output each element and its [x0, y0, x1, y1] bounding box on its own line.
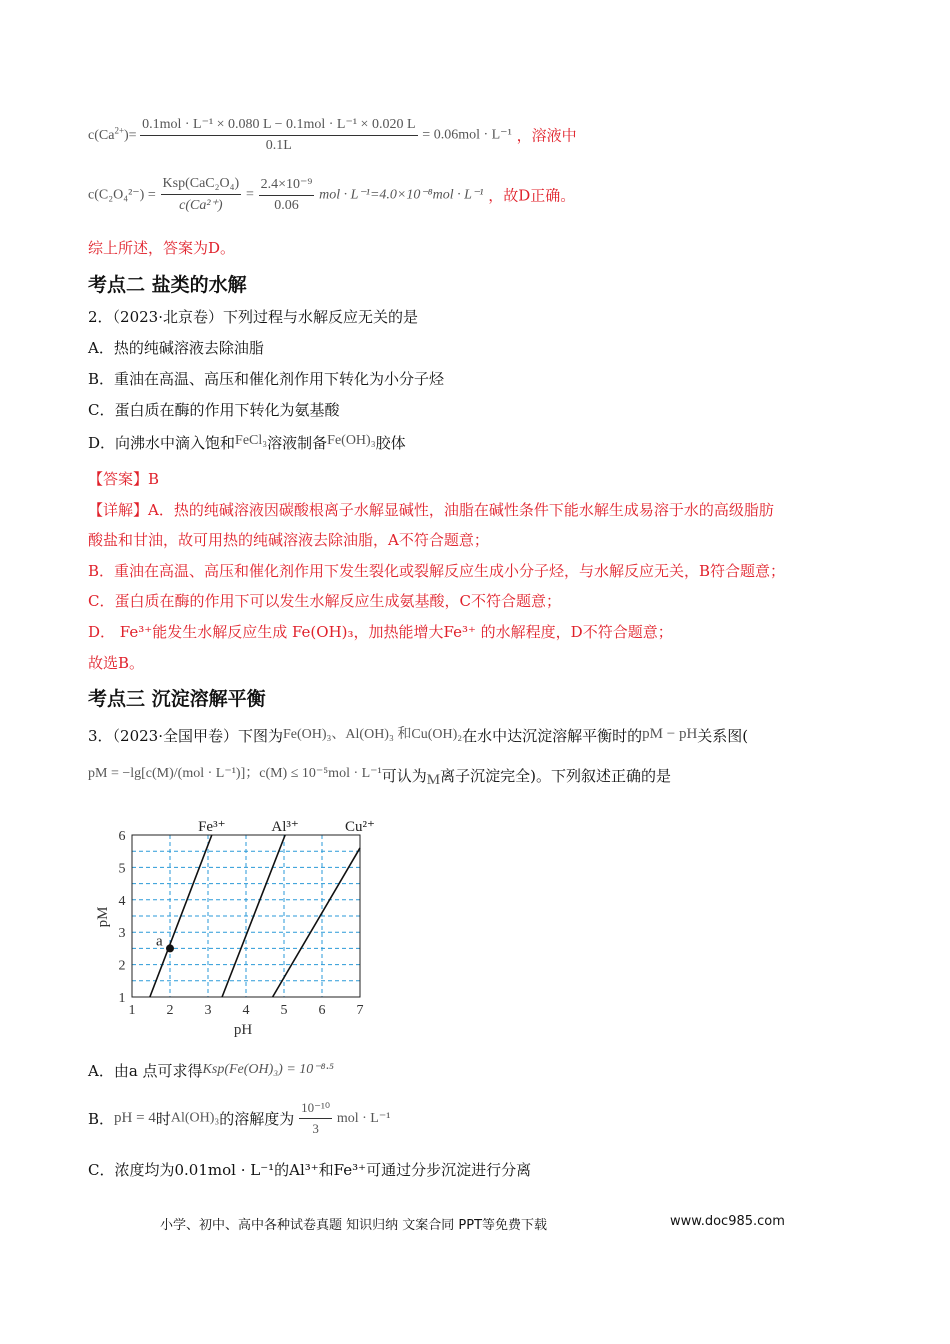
ca-result: = 0.06mol · L⁻¹ [422, 127, 512, 143]
c2o4-tail: ，故D正确。 [488, 186, 576, 205]
x-tick-7: 7 [356, 1003, 364, 1018]
x-tick-4: 4 [242, 1003, 250, 1018]
point-a-label: a [156, 933, 163, 950]
q3-line2-formula: pM = −lg[c(M)/(mol · L⁻¹)]；c(M) ≤ 10⁻⁵mol · L⁻¹ [88, 766, 382, 781]
series-labels [198, 819, 375, 835]
q3-line1-end: 关系图( [697, 727, 749, 745]
c2o4-value-numerator: 2.4×10⁻⁹ [259, 176, 315, 196]
q3-option-b-ph: pH = 4 [114, 1110, 156, 1126]
q3-option-b-mid2: 的溶解度为 [219, 1110, 295, 1128]
section-heading-hydrolysis: 考点二 盐类的水解 [88, 274, 247, 296]
c2o4-result: mol · L⁻¹=4.0×10⁻⁸mol · L⁻¹ [319, 187, 484, 203]
y-tick-3: 3 [118, 926, 126, 942]
c2o4-numerator: Ksp(CaC₂O₄) [161, 176, 242, 195]
ca-concentration-equation [88, 116, 577, 162]
y-tick-5: 5 [118, 861, 126, 877]
y-tick-6: 6 [118, 829, 126, 844]
question-2-detail-line-2: 酸盐和甘油，故可用热的纯碱溶液去除油脂，A不符合题意； [88, 531, 489, 549]
question-3-stem-line-1 [88, 725, 748, 746]
c2o4-denominator: c(Ca²⁺) [179, 198, 223, 213]
option-d-post: 胶体 [375, 434, 406, 452]
ca-tail: ，溶液中 [516, 126, 577, 145]
y-tick-labels [119, 829, 126, 1006]
c2o4-fraction [161, 176, 242, 214]
q3-line2-m: M [426, 772, 441, 788]
question-2-detail-line-4: C．蛋白质在酶的作用下可以发生水解反应生成氨基酸，C不符合题意； [88, 592, 561, 610]
y-axis-label: pM [95, 906, 111, 928]
question-2-detail-line-6: 故选B。 [88, 654, 145, 672]
pm-ph-chart [95, 808, 380, 1048]
q3-line1-pre: 3．（2023·全国甲卷）下图为 [88, 727, 283, 745]
ca-sup: 2+ [114, 125, 125, 136]
q3-line1-post: 在水中达沉淀溶解平衡时的 [462, 727, 643, 745]
x-tick-labels [129, 1003, 364, 1018]
series-label-0: Fe³⁺ [198, 819, 226, 835]
q3-option-a-formula: Ksp(Fe(OH)₃) = 10⁻⁸·⁵ [202, 1062, 334, 1077]
q3-option-b-numerator: 10⁻¹⁰ [299, 1100, 332, 1119]
q3-option-b-fraction [299, 1100, 332, 1137]
q3-option-b-unit: mol · L⁻¹ [336, 1111, 391, 1126]
chart-grid [132, 835, 360, 997]
question-2-answer: 【答案】B [88, 470, 160, 488]
option-d-mid: 溶液制备 [267, 434, 328, 452]
option-d-feoh3: Fe(OH)₃ [327, 433, 376, 448]
question-3-option-a [88, 1060, 334, 1081]
y-tick-1: 1 [118, 991, 126, 1006]
y-tick-4: 4 [118, 893, 126, 909]
c2o4-left: c(C₂O₄²⁻) = [88, 187, 156, 203]
x-axis-label: pH [233, 1022, 253, 1038]
c2o4-equals: = [245, 187, 254, 202]
c2o4-concentration-equation [88, 176, 575, 222]
q3-option-b-pre: B． [88, 1110, 115, 1128]
q3-line2-end: 离子沉淀完全)。下列叙述正确的是 [440, 767, 671, 785]
x-tick-3: 3 [204, 1003, 212, 1018]
question-2-option-d [88, 432, 406, 453]
footer-link[interactable]: www.doc985.com [670, 1214, 785, 1229]
point-a-marker [166, 944, 174, 952]
q3-option-b-mid: 时 [155, 1110, 171, 1128]
series-label-1: Al³⁺ [271, 819, 299, 835]
question-3-option-b [88, 1100, 390, 1142]
question-2-option-b: B．重油在高温、高压和催化剂作用下转化为小分子烃 [88, 370, 445, 388]
question-2-option-a: A．热的纯碱溶液去除油脂 [88, 339, 264, 357]
section-heading-precipitation: 考点三 沉淀溶解平衡 [88, 688, 266, 710]
series-line-2 [273, 848, 360, 997]
option-d-fecl3: FeCl₃ [235, 433, 268, 448]
question-2-detail-line-1: 【详解】A．热的纯碱溶液因碳酸根离子水解显碱性，油脂在碱性条件下能水解生成易溶于水的高级脂肪 [88, 501, 774, 519]
footer-text: 小学、初中、高中各种试卷真题 知识归纳 文案合同 PPT等免费下载 [160, 1218, 548, 1233]
q3-line1-pmph: pM − pH [642, 726, 698, 742]
ca-left: c(Ca [88, 128, 115, 144]
ca-fraction [140, 116, 417, 154]
q3-line1-formulas: Fe(OH)₃、Al(OH)₃ 和Cu(OH)₂ [283, 727, 463, 742]
c2o4-value-denominator: 0.06 [274, 198, 299, 213]
ca-numerator: 0.1mol · L⁻¹ × 0.080 L − 0.1mol · L⁻¹ × 0.020 L [140, 116, 417, 136]
question-3-stem-line-2 [88, 765, 671, 786]
option-d-pre: D．向沸水中滴入饱和 [88, 434, 236, 452]
question-2-option-c: C．蛋白质在酶的作用下转化为氨基酸 [88, 401, 340, 419]
x-tick-5: 5 [280, 1003, 288, 1018]
q3-option-b-denominator: 3 [312, 1121, 319, 1136]
x-tick-6: 6 [318, 1003, 326, 1018]
question-2-stem: 2．（2023·北京卷）下列过程与水解反应无关的是 [88, 308, 418, 326]
y-tick-2: 2 [118, 958, 126, 974]
q3-option-a-pre: A．由a 点可求得 [88, 1062, 203, 1080]
question-3-option-c: C．浓度均为0.01mol · L⁻¹的Al³⁺和Fe³⁺可通过分步沉淀进行分离 [88, 1161, 532, 1179]
x-tick-2: 2 [166, 1003, 174, 1018]
ca-denominator: 0.1L [265, 138, 292, 153]
summary-text: 综上所述，答案为D。 [88, 239, 236, 257]
q3-line2-mid: 可认为 [381, 767, 427, 785]
series-label-2: Cu²⁺ [345, 819, 375, 835]
ca-right: )= [124, 128, 137, 144]
q3-option-b-aloh3: Al(OH)₃ [170, 1110, 220, 1126]
x-tick-1: 1 [128, 1003, 136, 1018]
c2o4-value-fraction [259, 176, 315, 214]
question-2-detail-line-5: D． Fe³⁺能发生水解反应生成 Fe(OH)₃，加热能增大Fe³⁺ 的水解程度，D不符合题意； [88, 623, 673, 641]
question-2-detail-line-3: B．重油在高温、高压和催化剂作用下发生裂化或裂解反应生成小分子烃，与水解反应无关，B符合题意； [88, 562, 786, 580]
